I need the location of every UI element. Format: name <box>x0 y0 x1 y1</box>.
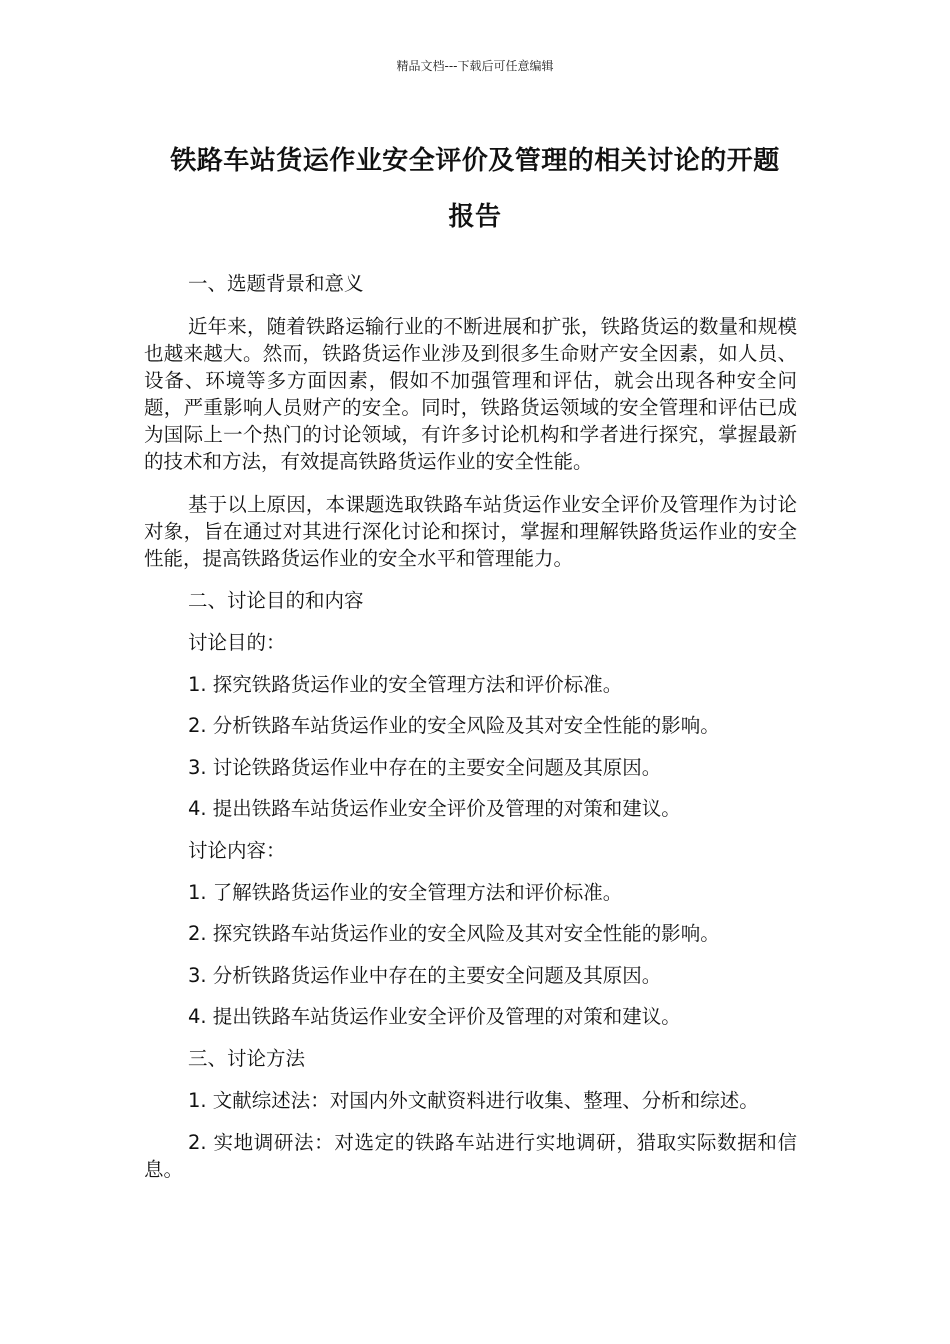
goals-label: 讨论目的： <box>188 631 286 654</box>
goal-item-3: 3. 讨论铁路货运作业中存在的主要安全问题及其原因。 <box>188 756 662 779</box>
section3-heading: 三、讨论方法 <box>188 1047 306 1070</box>
method-item-2: 2. 实地调研法：对选定的铁路车站进行实地调研，猎取实际数据和信息。 <box>144 1131 797 1181</box>
goal-item-2: 2. 分析铁路车站货运作业的安全风险及其对安全性能的影响。 <box>188 714 720 737</box>
section1-paragraph-1: 近年来，随着铁路运输行业的不断进展和扩张，铁路货运的数量和规模也越来越大。然而，铁路货运作业涉及到很多生命财产安全因素，如人员、设备、环境等多方面因素，假如不加强管理和评估，就会出现各种安全问题，严重影响人员财产的安全。同时，铁路货运领域的安全管理和评估已成为国际上一个热门的讨论领域，有许多讨论机构和学者进行探究，掌握最新的技术和方法，有效提高铁路货运作业的安全性能。 <box>144 315 797 473</box>
content-item-4: 4. 提出铁路车站货运作业安全评价及管理的对策和建议。 <box>188 1005 681 1028</box>
section1-heading: 一、选题背景和意义 <box>188 272 364 295</box>
goal-item-4: 4. 提出铁路车站货运作业安全评价及管理的对策和建议。 <box>188 797 681 820</box>
title-line-2: 报告 <box>448 202 502 232</box>
document-title <box>140 133 810 245</box>
section1-paragraph-2: 基于以上原因，本课题选取铁路车站货运作业安全评价及管理作为讨论对象，旨在通过对其进行深化讨论和探讨，掌握和理解铁路货运作业的安全性能，提高铁路货运作业的安全水平和管理能力。 <box>144 493 797 570</box>
contents-label: 讨论内容： <box>188 839 286 862</box>
content-item-3: 3. 分析铁路货运作业中存在的主要安全问题及其原因。 <box>188 964 662 987</box>
section2-heading: 二、讨论目的和内容 <box>188 589 364 612</box>
header-note: 精品文档---下载后可任意编辑 <box>396 59 554 73</box>
goal-item-1: 1. 探究铁路货运作业的安全管理方法和评价标准。 <box>188 673 623 696</box>
method-item-1: 1. 文献综述法：对国内外文献资料进行收集、整理、分析和综述。 <box>188 1089 759 1112</box>
content-item-1: 1. 了解铁路货运作业的安全管理方法和评价标准。 <box>188 881 623 904</box>
title-line-1: 铁路车站货运作业安全评价及管理的相关讨论的开题 <box>170 146 780 176</box>
content-item-2: 2. 探究铁路车站货运作业的安全风险及其对安全性能的影响。 <box>188 922 720 945</box>
